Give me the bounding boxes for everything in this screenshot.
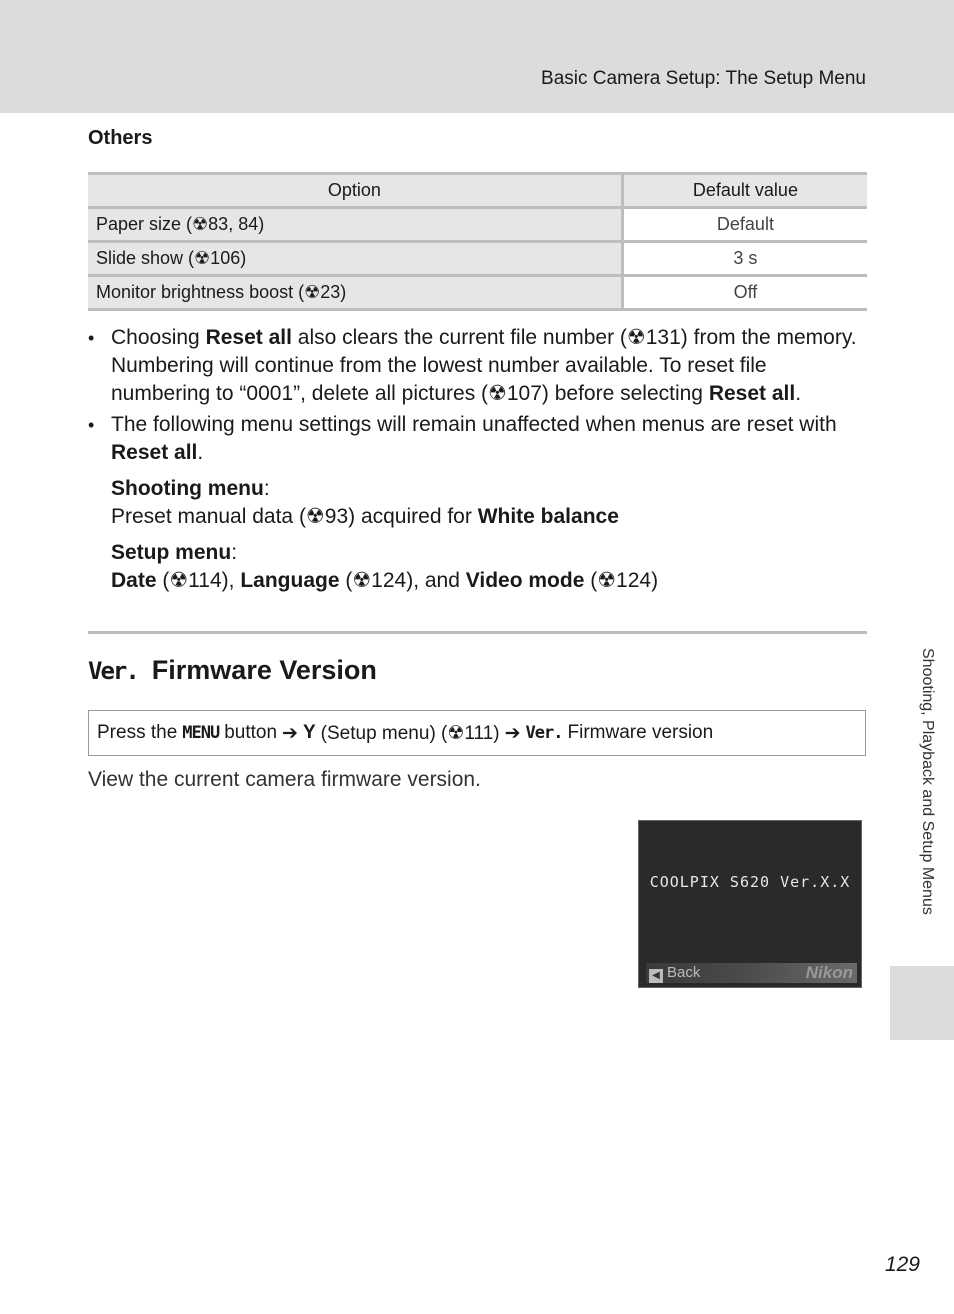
- default-value-cell: 3 s: [622, 242, 867, 276]
- firmware-title-text: Firmware Version: [151, 655, 377, 685]
- menu-navigation-path: [88, 710, 866, 756]
- side-tab-label: Shooting, Playback and Setup Menus: [919, 648, 936, 915]
- colon: :: [231, 541, 238, 564]
- arrow-right-icon: ➔: [282, 722, 298, 744]
- table-row: [88, 208, 867, 242]
- date-term: Date: [111, 569, 157, 592]
- column-header-option: Option: [88, 174, 622, 208]
- version-icon: Ver.: [525, 723, 563, 743]
- firmware-section-title: [88, 655, 377, 686]
- table-row: [88, 276, 867, 310]
- nav-text: Press the: [97, 722, 178, 743]
- wrench-icon: Y: [302, 722, 316, 743]
- nikon-logo: Nikon: [805, 963, 853, 982]
- notes-list: [88, 324, 868, 598]
- reset-all-term: Reset all: [708, 382, 796, 405]
- setup-menu-label: Setup menu: [111, 541, 232, 564]
- section-divider: [88, 631, 867, 634]
- language-ref: (☢124), and: [339, 569, 466, 592]
- shooting-menu-block: [111, 475, 868, 531]
- table-row: [88, 242, 867, 276]
- menu-button-icon: MENU: [182, 723, 220, 743]
- table-header-row: [88, 174, 867, 208]
- note-reset-file-number: [88, 324, 868, 408]
- firmware-version-readout: COOLPIX S620 Ver.X.X: [649, 873, 851, 891]
- screen-bottom-bar: [646, 963, 857, 983]
- nav-text: (Setup menu) (☢111): [320, 722, 500, 744]
- option-cell: Monitor brightness boost (☢23): [88, 276, 622, 310]
- bullet-dot: •: [88, 328, 95, 348]
- video-mode-term: Video mode: [465, 569, 585, 592]
- reset-all-term: Reset all: [205, 326, 292, 349]
- arrow-right-icon: ➔: [504, 722, 521, 744]
- firmware-description: View the current camera firmware version.: [88, 768, 481, 791]
- setup-menu-block: [111, 539, 868, 595]
- back-label: Back: [667, 964, 701, 981]
- white-balance-term: White balance: [477, 505, 619, 528]
- back-arrow-icon: ◀: [649, 969, 663, 983]
- shooting-menu-label: Shooting menu: [111, 477, 264, 500]
- language-term: Language: [240, 569, 340, 592]
- note-text: also clears the current file number (☢131) from the memory. Numbering will continue from the lowest number available. To reset file numbering to “0001”, delete all pictures (☢107) before selecting: [111, 326, 857, 405]
- default-value-cell: Off: [622, 276, 867, 310]
- camera-screen-image: [638, 820, 862, 988]
- date-ref: (☢114),: [156, 569, 241, 592]
- side-tab-marker: [890, 966, 954, 1040]
- note-text: .: [795, 382, 802, 405]
- colon: :: [263, 477, 270, 500]
- version-icon: Ver.: [88, 656, 138, 685]
- page-number: 129: [884, 1253, 920, 1276]
- options-table: [88, 172, 867, 311]
- page-header-title: Basic Camera Setup: The Setup Menu: [541, 68, 866, 89]
- option-cell: Slide show (☢106): [88, 242, 622, 276]
- video-mode-ref: (☢124): [584, 569, 659, 592]
- option-cell: Paper size (☢83, 84): [88, 208, 622, 242]
- reset-all-term: Reset all: [111, 441, 198, 464]
- others-heading: Others: [88, 127, 153, 149]
- nav-text: Firmware version: [567, 722, 714, 743]
- shooting-menu-text: Preset manual data (☢93) acquired for: [111, 505, 478, 528]
- note-text: Choosing: [111, 326, 206, 349]
- column-header-default: Default value: [622, 174, 867, 208]
- back-button: [649, 963, 700, 983]
- default-value-cell: Default: [622, 208, 867, 242]
- nav-text: button: [224, 722, 278, 743]
- note-unaffected-settings: [88, 411, 868, 595]
- note-text: .: [197, 441, 204, 464]
- bullet-dot: •: [88, 415, 95, 435]
- header-band: [0, 0, 954, 113]
- note-text: The following menu settings will remain unaffected when menus are reset with: [111, 413, 837, 436]
